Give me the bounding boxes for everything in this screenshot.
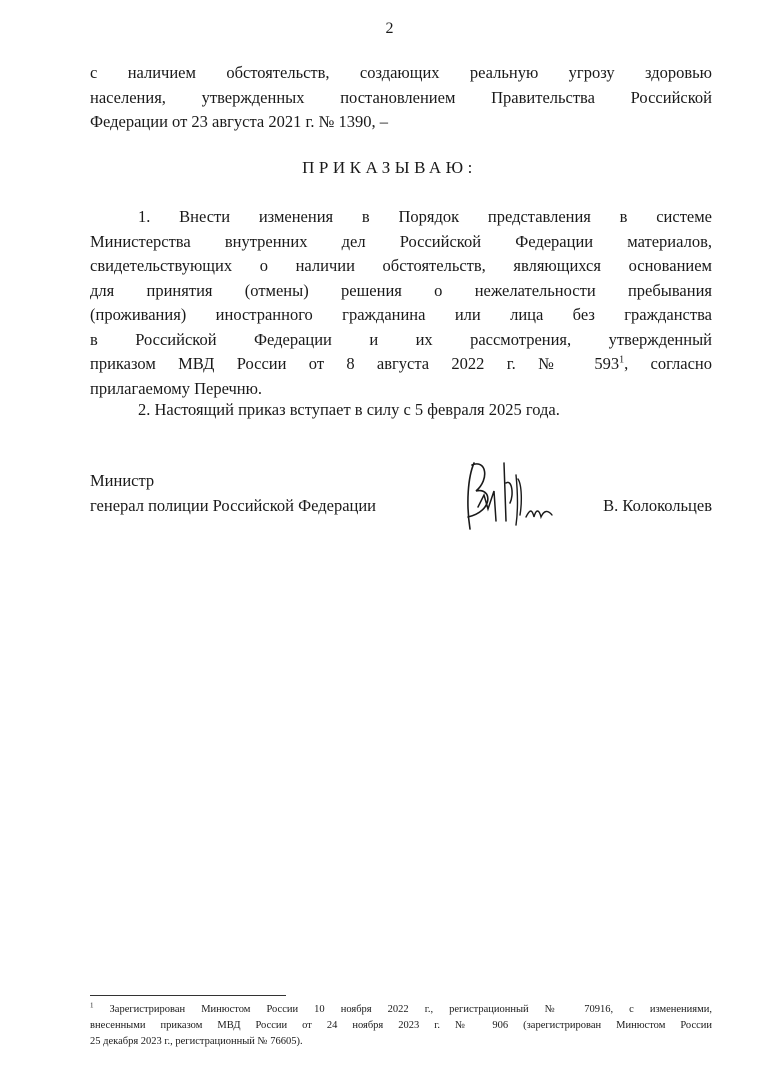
footnote-line: внесенными приказом МВД России от 24 ноября 2023 г. № 906 (зарегистрирован Минюстом России (90, 1020, 712, 1031)
text-line: населения, утвержденных постановлением Правительства Российской (90, 87, 712, 107)
text-line: с наличием обстоятельств, создающих реальную угрозу здоровью (90, 63, 712, 82)
text-line: 2. Настоящий приказ вступает в силу с 5 февраля 2025 года. (138, 400, 560, 419)
signatory-rank: генерал полиции Российской Федерации (90, 496, 377, 515)
footnote-line (90, 1002, 712, 1018)
text-line (90, 352, 712, 377)
order-heading: ПРИКАЗЫВАЮ: (302, 158, 477, 177)
text-line: (проживания) иностранного гражданина или лица без гражданства (90, 305, 712, 324)
footnote-marker: 1 (619, 354, 625, 366)
item-2-paragraph (90, 398, 712, 423)
handwritten-signature (452, 455, 562, 535)
signatory-position: Министр (90, 471, 155, 490)
footnote-line: 25 декабря 2023 г., регистрационный № 76605). (90, 1036, 303, 1047)
text-line: свидетельствующих о наличии обстоятельств, являющихся основанием (90, 256, 712, 275)
text-run: приказом МВД России от 8 августа 2022 г. № 593 (90, 354, 620, 373)
footnote (90, 1002, 712, 1050)
footnote-separator (90, 995, 286, 996)
intro-paragraph (90, 61, 712, 135)
signatory-name: В. Колокольцев (603, 496, 712, 515)
footnote-text: Зарегистрирован Минюстом России 10 ноября 2022 г., регистрационный № 70916, с изменениями, (109, 1004, 712, 1015)
text-line: в Российской Федерации и их рассмотрения, утвержденный (90, 329, 712, 349)
text-run: , согласно (624, 354, 712, 373)
text-line: прилагаемому Перечню. (90, 378, 263, 398)
page-number: 2 (385, 20, 394, 37)
text-line: для принятия (отмены) решения о нежелательности пребывания (90, 280, 712, 300)
item-1-paragraph (90, 205, 712, 401)
text-line: Федерации от 23 августа 2021 г. № 1390, – (90, 112, 389, 131)
text-line: 1. Внести изменения в Порядок представления в системе (138, 207, 712, 226)
footnote-number: 1 (90, 1001, 94, 1010)
text-line: Министерства внутренних дел Российской Федерации материалов, (90, 231, 712, 251)
